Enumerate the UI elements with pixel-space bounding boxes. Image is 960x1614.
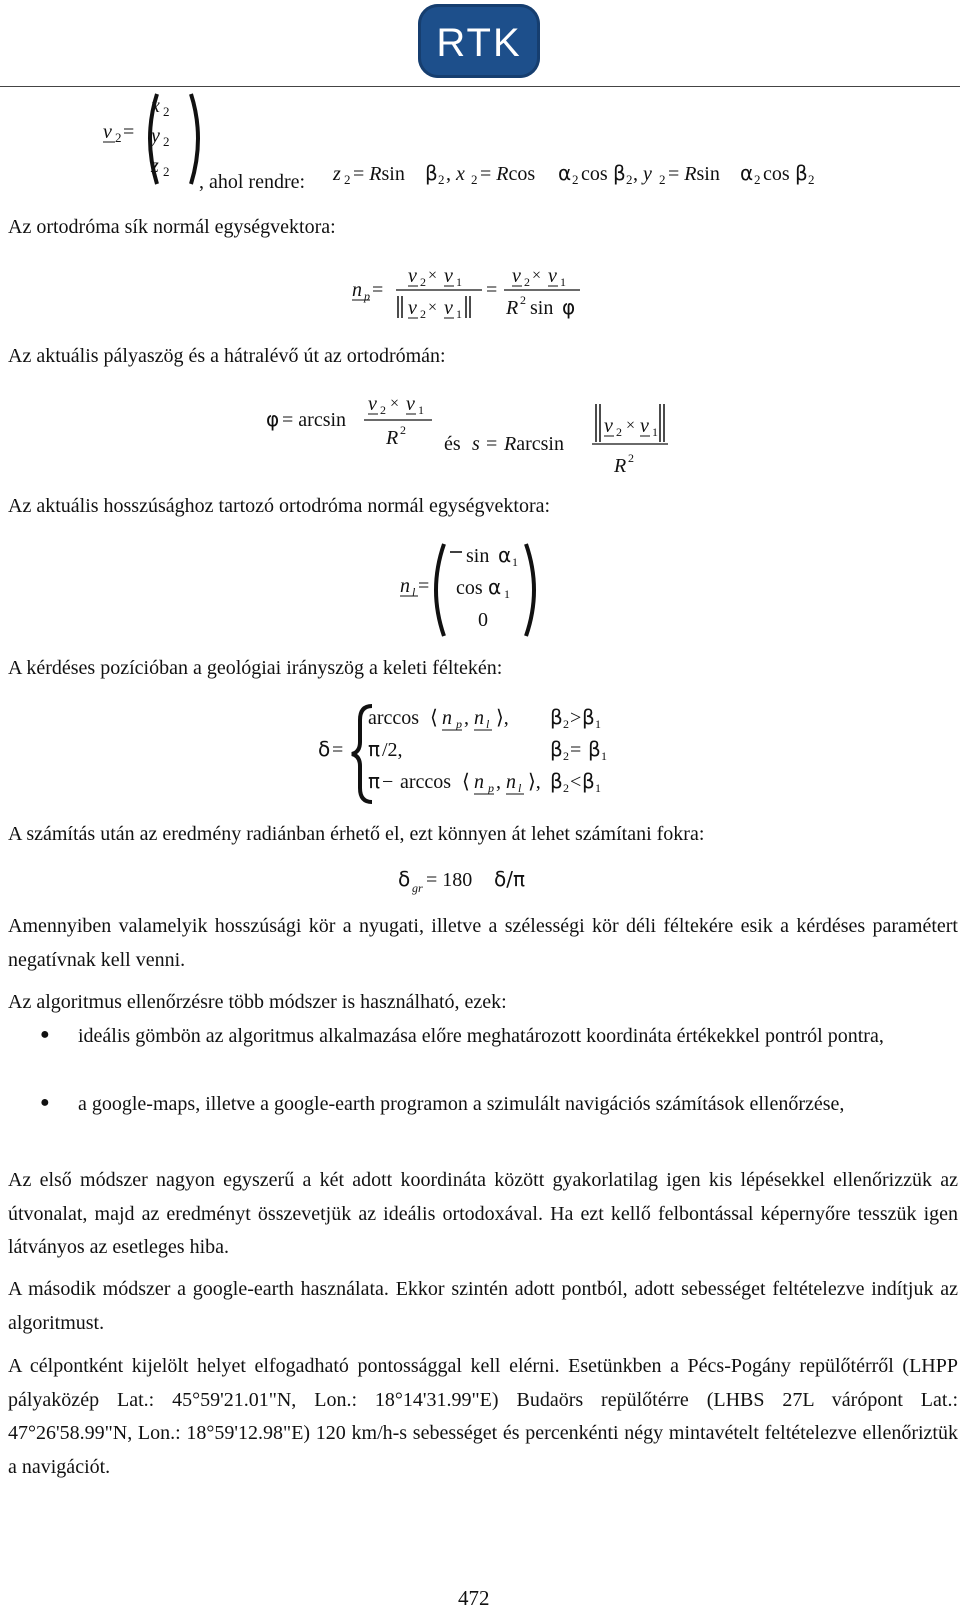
- svg-text:v: v: [548, 265, 557, 287]
- svg-text:π: π: [368, 737, 381, 761]
- bullet-dot-2: ●: [40, 1094, 50, 1111]
- svg-text:z: z: [151, 155, 159, 177]
- svg-text:×: ×: [626, 417, 636, 434]
- svg-text:gr: gr: [412, 881, 423, 895]
- svg-text:×: ×: [390, 395, 400, 412]
- svg-text:⟨: ⟨: [462, 771, 470, 793]
- svg-text:β: β: [550, 705, 563, 729]
- svg-text:⟩,: ⟩,: [496, 707, 509, 729]
- formula-v2: [95, 90, 855, 200]
- svg-text:p: p: [456, 717, 462, 731]
- svg-text:2: 2: [115, 130, 122, 145]
- svg-text:=: =: [418, 575, 430, 597]
- formula-delta: [316, 700, 636, 808]
- svg-text:sin: sin: [466, 545, 490, 567]
- svg-text:2: 2: [163, 104, 170, 119]
- svg-text:δ/π: δ/π: [494, 867, 526, 891]
- svg-text:−: −: [382, 771, 394, 793]
- svg-text:2: 2: [808, 172, 815, 187]
- svg-text:n: n: [474, 771, 484, 793]
- svg-text:α: α: [498, 543, 512, 567]
- svg-text:2: 2: [420, 275, 426, 289]
- svg-text:β: β: [588, 737, 601, 761]
- svg-text:β: β: [795, 161, 808, 185]
- svg-text:z: z: [333, 163, 341, 185]
- svg-text:v: v: [368, 393, 377, 415]
- svg-text:,: ,: [496, 771, 501, 793]
- svg-text:1: 1: [560, 275, 566, 289]
- svg-text:2: 2: [563, 717, 569, 731]
- svg-text:φ: φ: [562, 295, 576, 319]
- svg-text:1: 1: [595, 717, 601, 731]
- svg-text:v: v: [512, 265, 521, 287]
- svg-text:cos: cos: [763, 163, 790, 185]
- svg-text:sin: sin: [530, 297, 554, 319]
- svg-text:β: β: [582, 705, 595, 729]
- svg-text:v: v: [640, 415, 649, 437]
- svg-text:p: p: [488, 781, 494, 795]
- svg-text:<: <: [570, 771, 582, 793]
- svg-text:α: α: [740, 161, 754, 185]
- svg-text:v: v: [408, 265, 417, 287]
- svg-text:2: 2: [163, 164, 170, 179]
- para-second-method: A második módszer a google-earth használata. Ekkor szintén adott pontból, adott sebességet feltételezve indítjuk az algoritmust.: [8, 1278, 958, 1334]
- svg-text:Rarcsin: Rarcsin: [504, 433, 564, 455]
- svg-text:β: β: [582, 769, 595, 793]
- svg-text:=: =: [570, 739, 582, 761]
- formula-np: [340, 258, 600, 326]
- ahol-rendre: , ahol rendre:: [199, 171, 306, 193]
- svg-text:v: v: [444, 297, 453, 319]
- svg-text:, y: , y: [633, 163, 652, 185]
- svg-text:α: α: [558, 161, 572, 185]
- svg-text:R: R: [386, 427, 399, 449]
- svg-text:1: 1: [456, 307, 462, 321]
- svg-text:2: 2: [626, 172, 633, 187]
- svg-text:=: =: [332, 739, 344, 761]
- para-longitude-normal-intro: Az aktuális hosszúsághoz tartozó ortodróma normál egységvektora:: [8, 495, 551, 517]
- svg-text:arccos: arccos: [368, 707, 420, 729]
- svg-text:cos: cos: [581, 163, 608, 185]
- svg-text:= Rcos: = Rcos: [480, 163, 536, 185]
- svg-text:s: s: [472, 433, 480, 455]
- svg-text:0: 0: [478, 609, 488, 631]
- svg-text:2: 2: [163, 134, 170, 149]
- svg-text:=: =: [372, 279, 384, 301]
- svg-text:= arcsin: = arcsin: [282, 409, 347, 431]
- svg-text:p: p: [364, 289, 370, 303]
- logo-text: RTK: [436, 21, 522, 65]
- svg-text:n: n: [352, 279, 362, 301]
- svg-text:2: 2: [344, 172, 351, 187]
- svg-text:= Rsin: = Rsin: [353, 163, 405, 185]
- svg-text:2: 2: [400, 423, 406, 437]
- svg-text:1: 1: [418, 403, 424, 417]
- svg-text:β: β: [550, 737, 563, 761]
- svg-text:=: =: [486, 433, 498, 455]
- svg-text:1: 1: [652, 425, 658, 439]
- svg-text:2: 2: [572, 172, 579, 187]
- svg-text:1: 1: [601, 749, 607, 763]
- para-radian-conversion: A számítás után az eredmény radiánban érhető el, ezt könnyen át lehet számítani fokra:: [8, 823, 705, 845]
- svg-text:2: 2: [628, 451, 634, 465]
- svg-text:α: α: [488, 575, 502, 599]
- svg-text:δ: δ: [398, 867, 411, 891]
- svg-text:>: >: [570, 707, 582, 729]
- svg-text:v: v: [408, 297, 417, 319]
- svg-text:π: π: [368, 769, 381, 793]
- formula-phi-s: [262, 384, 682, 484]
- svg-text:β: β: [613, 161, 626, 185]
- svg-text:x: x: [151, 95, 160, 117]
- es-label: és: [444, 433, 461, 455]
- rtk-logo: [418, 4, 540, 78]
- svg-text:2: 2: [616, 425, 622, 439]
- svg-text:2: 2: [563, 749, 569, 763]
- svg-text:φ: φ: [266, 407, 280, 431]
- svg-text:/2,: /2,: [382, 739, 403, 761]
- svg-text:l: l: [412, 585, 416, 599]
- svg-text:δ: δ: [318, 737, 331, 761]
- svg-text:l: l: [486, 717, 490, 731]
- para-path-angle-intro: Az aktuális pályaszög és a hátralévő út az ortodrómán:: [8, 345, 446, 367]
- svg-text:R: R: [506, 297, 519, 319]
- para-normal-vector-intro: Az ortodróma sík normál egységvektora:: [8, 216, 336, 238]
- svg-text:β: β: [550, 769, 563, 793]
- svg-text:v: v: [406, 393, 415, 415]
- svg-text:2: 2: [420, 307, 426, 321]
- svg-text:l: l: [518, 781, 522, 795]
- para-first-method: Az első módszer nagyon egyszerű a két adott koordináta között gyakorlatilag igen kis lépésekkel ellenőrizzük az útvonalat, majd az eredményt összevetjük az ideális ortodoxával. Ha ezt kellő felbontással képernyőre tesszük igen látványos az esetleges hiba.: [8, 1169, 958, 1258]
- svg-text:2: 2: [380, 403, 386, 417]
- svg-text:×: ×: [532, 267, 542, 284]
- formula-nl: [398, 538, 558, 642]
- svg-text:⟩,: ⟩,: [528, 771, 541, 793]
- svg-text:n: n: [474, 707, 484, 729]
- svg-text:v: v: [103, 121, 112, 143]
- svg-text:2: 2: [520, 293, 526, 307]
- svg-text:n: n: [506, 771, 516, 793]
- svg-text:1: 1: [595, 781, 601, 795]
- svg-text:2: 2: [471, 172, 478, 187]
- svg-text:v: v: [444, 265, 453, 287]
- svg-text:cos: cos: [456, 577, 483, 599]
- svg-text:2: 2: [524, 275, 530, 289]
- svg-text:=: =: [123, 121, 135, 143]
- bullet-dot-1: ●: [40, 1026, 50, 1043]
- svg-text:n: n: [400, 575, 410, 597]
- svg-text:×: ×: [428, 299, 438, 316]
- svg-text:2: 2: [754, 172, 761, 187]
- para-bearing-intro: A kérdéses pozícióban a geológiai irányszög a keleti féltekén:: [8, 657, 503, 679]
- header-rule: [0, 86, 960, 87]
- svg-text:2: 2: [659, 172, 666, 187]
- svg-text:=: =: [486, 279, 498, 301]
- svg-text:2: 2: [563, 781, 569, 795]
- svg-text:= 180: = 180: [426, 869, 473, 891]
- formula-delta-gr: [396, 860, 556, 900]
- bullet-item-1: ideális gömbön az algoritmus alkalmazása előre meghatározott koordináta értékekkel pontról pontra,: [78, 1025, 884, 1047]
- svg-text:,: ,: [464, 707, 469, 729]
- svg-text:arccos: arccos: [400, 771, 452, 793]
- svg-text:v: v: [604, 415, 613, 437]
- svg-text:×: ×: [428, 267, 438, 284]
- para-negative-sign-note: Amennyiben valamelyik hosszúsági kör a nyugati, illetve a szélességi kör déli féltekére esik a kérdéses paramétert negatívnak kell venni.: [8, 915, 958, 971]
- para-verification-methods: Az algoritmus ellenőrzésre több módszer is használható, ezek:: [8, 991, 507, 1013]
- svg-text:1: 1: [512, 555, 518, 569]
- svg-text:1: 1: [456, 275, 462, 289]
- para-target-location: A célpontként kijelölt helyet elfogadható pontossággal kell elérni. Esetünkben a Pécs-Pogány repülőtérről (LHPP pályaközép Lat.: 45°59'21.01"N, Lon.: 18°14'31.99"E) Budaörs repülőtérre (LHBS 27L várópont Lat.: 47°26'58.99"N, Lon.: 18°59'12.98"E) 120 km/h-s sebességet és percenkénti négy mintavételt feltételezve ellenőriztük a navigációt.: [8, 1355, 958, 1478]
- svg-text:2: 2: [438, 172, 445, 187]
- svg-text:1: 1: [504, 587, 510, 601]
- svg-text:= Rsin: = Rsin: [668, 163, 720, 185]
- svg-text:, x: , x: [446, 163, 465, 185]
- svg-text:n: n: [442, 707, 452, 729]
- bullet-item-2: a google-maps, illetve a google-earth programon a szimulált navigációs számítások ellenőrzése,: [78, 1093, 845, 1115]
- page-number: 472: [458, 1586, 490, 1610]
- svg-text:R: R: [614, 455, 627, 477]
- svg-text:⟨: ⟨: [430, 707, 438, 729]
- svg-text:y: y: [151, 125, 160, 147]
- svg-text:β: β: [425, 161, 438, 185]
